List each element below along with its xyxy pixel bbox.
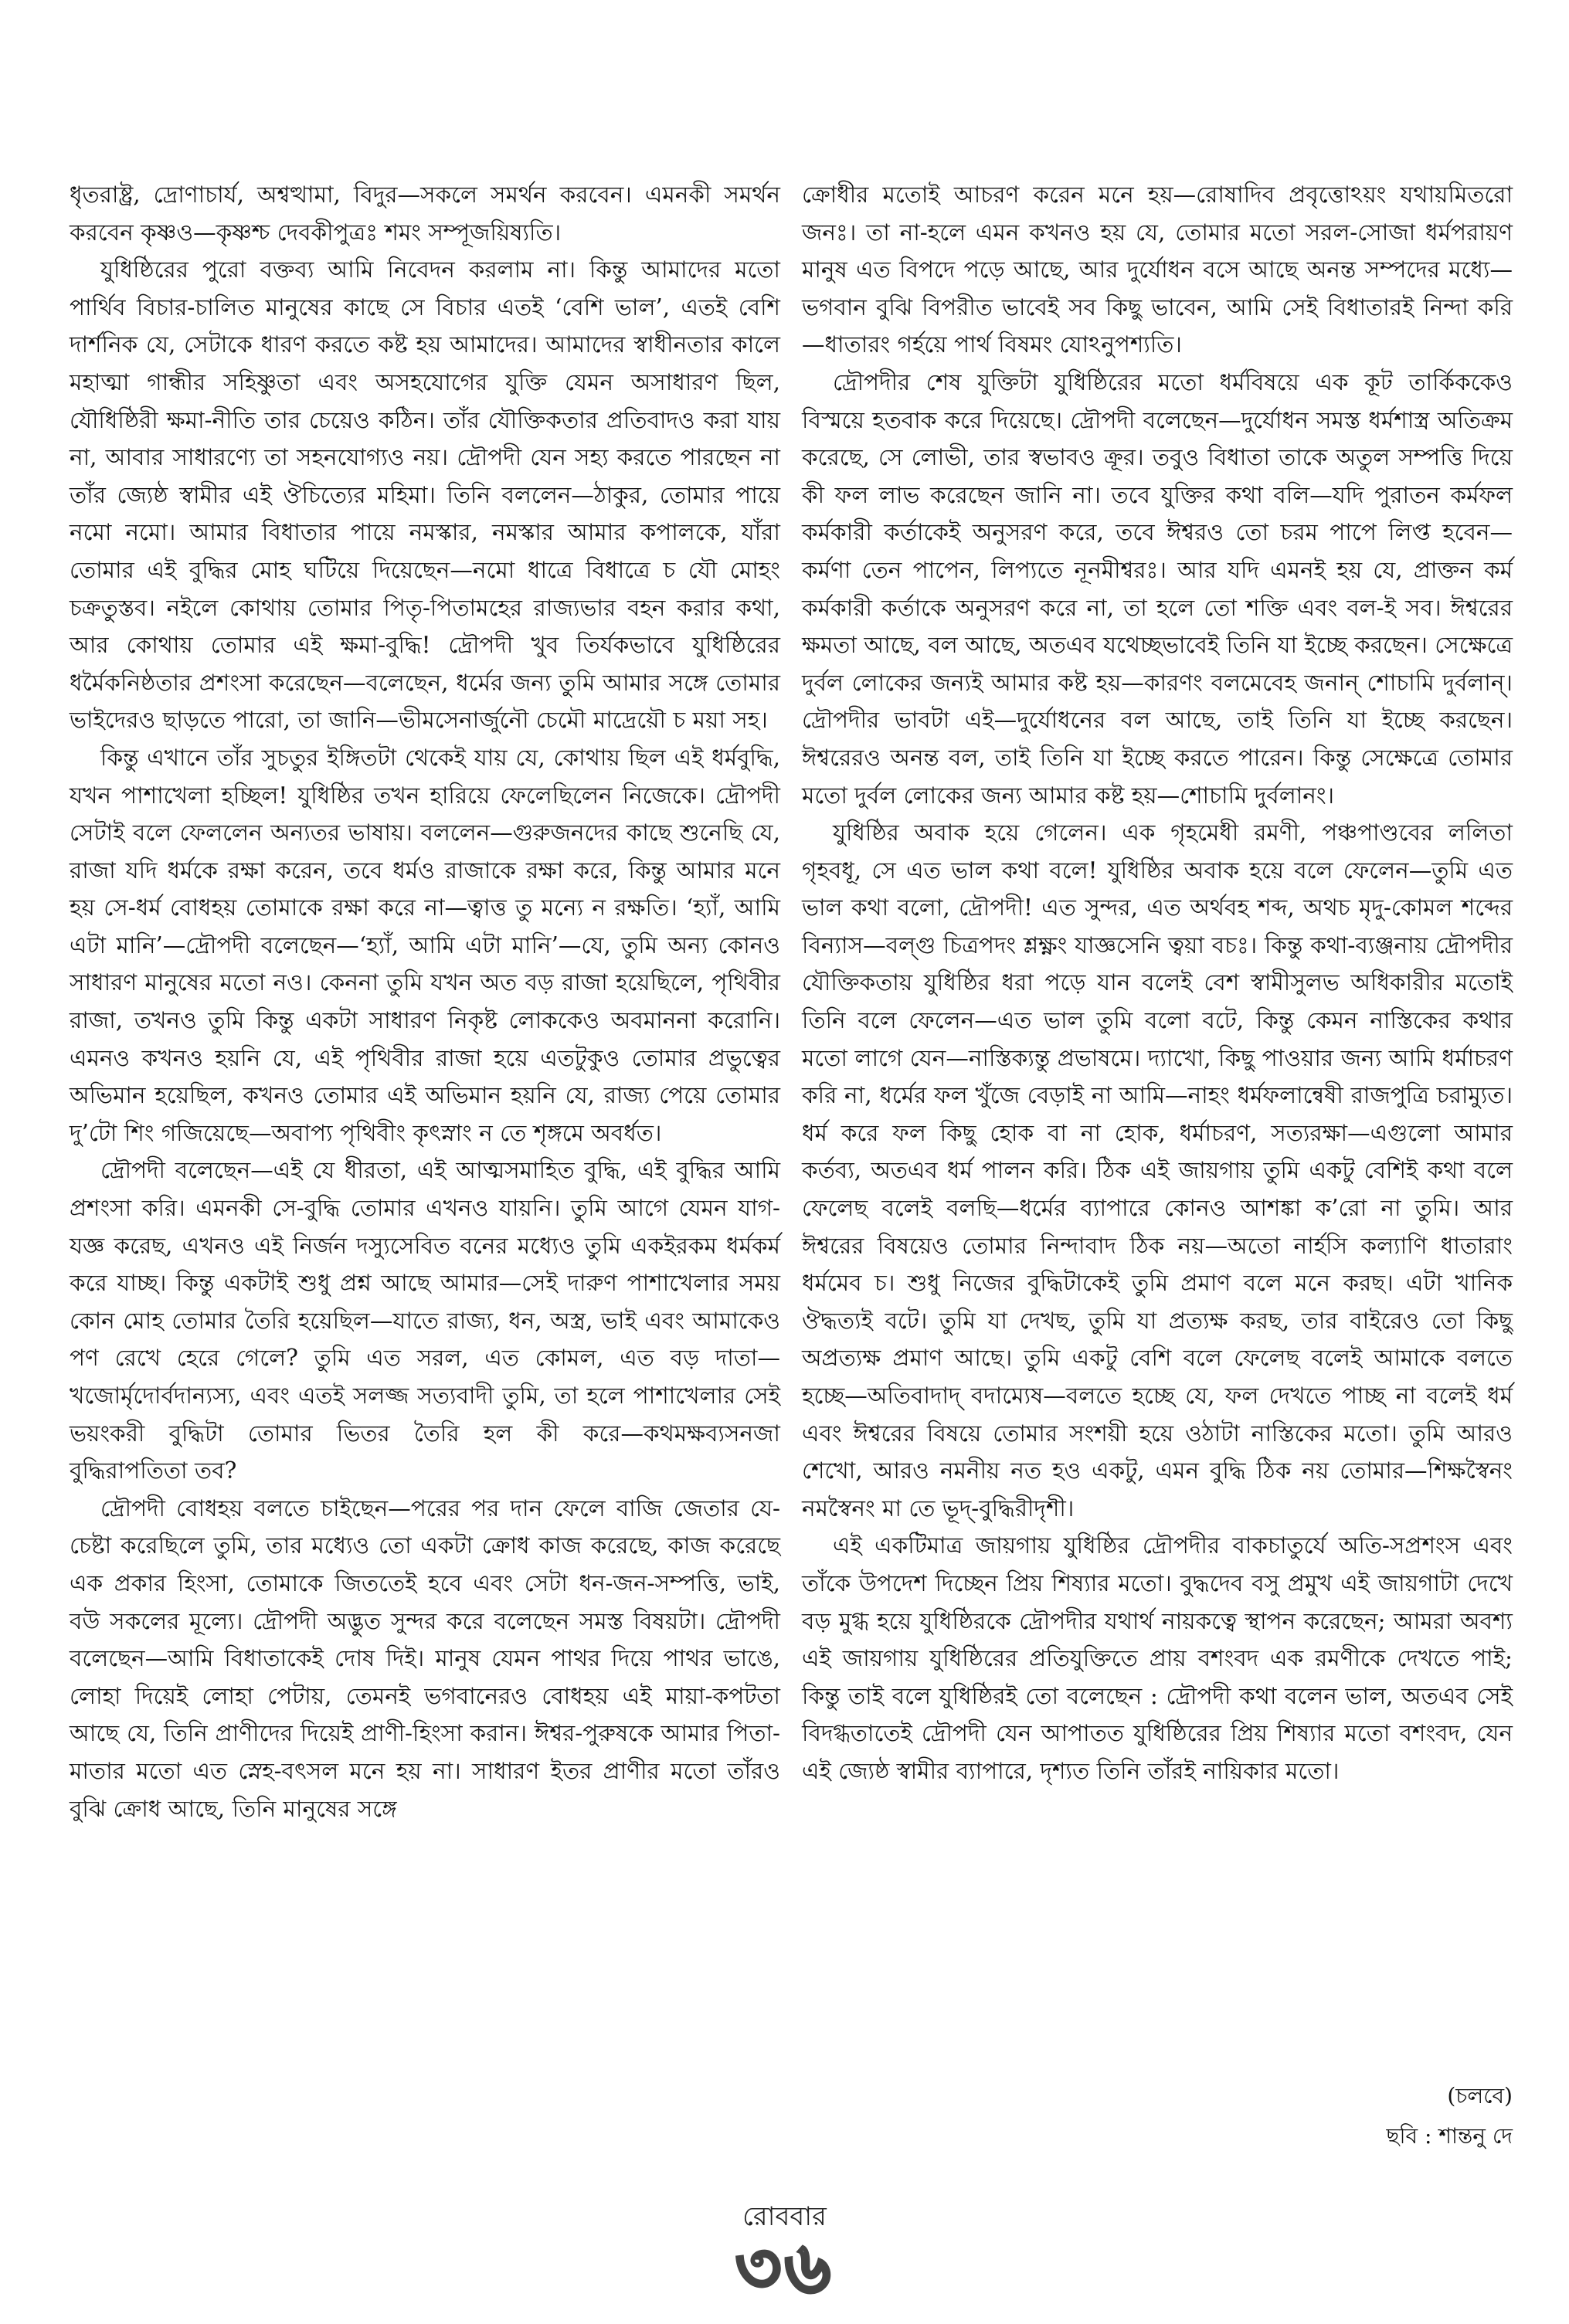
article-paragraph: এই একটিমাত্র জায়গায় যুধিষ্ঠির দ্রৌপদীর বাকচাতুর্যে অতি-সপ্রশংস এবং তাঁকে উপদেশ দিচ্ছেন প্রিয় শিষ্যার মতো। বুদ্ধদেব বসু প্রমুখ এই জায়গাটা দেখে বড় মুগ্ধ হয়ে যুধিষ্ঠিরকে দ্রৌপদীর যথার্থ নায়কত্বে স্থাপন করেছেন; আমরা অবশ্য এই জায়গায় যুধিষ্ঠিরের প্রতিযুক্তিতে প্রায় বশংবদ এক রমণীকে দেখতে পাই; কিন্তু তাই বলে যুধিষ্ঠিরই তো বলেছেন : দ্রৌপদী কথা বলেন ভাল, অতএব সেই বিদগ্ধতাতেই দ্রৌপদী যেন আপাতত যুধিষ্ঠিরের প্রিয় শিষ্যার মতো বশংবদ, যেন এই জ্যেষ্ঠ স্বামীর ব্যাপারে, দৃশ্যত তিনি তাঁরই নায়িকার মতো। — [802, 1532, 1513, 1784]
article-paragraph: কিন্তু এখানে তাঁর সুচতুর ইঙ্গিতটা থেকেই যায় যে, কোথায় ছিল এই ধর্মবুদ্ধি, যখন পাশাখেলা হচ্ছিল! যুধিষ্ঠির তখন হারিয়ে ফেলেছিলেন নিজেকে। দ্রৌপদী সেটাই বলে ফেললেন অন্যতর ভাষায়। বললেন—গুরুজনদের কাছে শুনেছি যে, রাজা যদি ধর্মকে রক্ষা করেন, তবে ধর্মও রাজাকে রক্ষা করে, কিন্তু আমার মনে হয় সে-ধর্ম বোধহয় তোমাকে রক্ষা করে না—ত্বাত্ত তু মন্যে ন রক্ষতি। ‘হ্যাঁ, আমি এটা মানি’—দ্রৌপদী বলেছেন—‘হ্যাঁ, আমি এটা মানি’—যে, তুমি অন্য কোনও সাধারণ মানুষের মতো নও। কেননা তুমি যখন অত বড় রাজা হয়েছিলে, পৃথিবীর রাজা, তখনও তুমি কিন্তু একটা সাধারণ নিকৃষ্ট লোককেও অবমাননা করোনি। এমনও কখনও হয়নি যে, এই পৃথিবীর রাজা হয়ে এতটুকুও তোমার প্রভুত্বের অভিমান হয়েছিল, কখনও তোমার এই অভিমান হয়নি যে, রাজ্য পেয়ে তোমার দু’টো শিং গজিয়েছে—অবাপ্য পৃথিবীং কৃৎস্নাং ন তে শৃঙ্গমে অবর্ধত। — [70, 744, 780, 1146]
illustration-credit: ছবি : শান্তনু দে — [1386, 2123, 1513, 2149]
article-paragraph: দ্রৌপদী বলেছেন—এই যে ধীরতা, এই আত্মসমাহিত বুদ্ধি, এই বুদ্ধির আমি প্রশংসা করি। এমনকী সে-বুদ্ধি তোমার এখনও যায়নি। তুমি আগে যেমন যাগ-যজ্ঞ করেছ, এখনও এই নির্জন দস্যুসেবিত বনের মধ্যেও তুমি একইরকম ধর্মকর্ম করে যাচ্ছ। কিন্তু একটাই শুধু প্রশ্ন আছে আমার—সেই দারুণ পাশাখেলার সময় কোন মোহ তোমার তৈরি হয়েছিল—যাতে রাজ্য, ধন, অস্ত্র, ভাই এবং আমাকেও পণ রেখে হেরে গেলে? তুমি এত সরল, এত কোমল, এত বড় দাতা—খজোর্মৃদোর্বদান্যস্য, এবং এতই সলজ্জ সত্যবাদী তুমি, তা হলে পাশাখেলার সেই ভয়ংকরী বুদ্ধিটা তোমার ভিতর তৈরি হল কী করে—কথমক্ষব্যসনজা বুদ্ধিরাপতিতা তব? — [70, 1157, 780, 1484]
footer-section-label: রোববার — [742, 2201, 827, 2232]
article-left-column — [70, 176, 780, 1827]
continued-note: (চলবে) — [1447, 2083, 1513, 2109]
article-right-column — [802, 176, 1513, 1790]
article-paragraph: দ্রৌপদীর শেষ যুক্তিটা যুধিষ্ঠিরের মতো ধর্মবিষয়ে এক কূট তার্কিককেও বিস্ময়ে হতবাক করে দিয়েছে। দ্রৌপদী বলেছেন—দুর্যোধন সমস্ত ধর্মশাস্ত্র অতিক্রম করেছে, সে লোভী, তার স্বভাবও ক্রূর। তবুও বিধাতা তাকে অতুল সম্পত্তি দিয়ে কী ফল লাভ করেছেন জানি না। তবে যুক্তির কথা বলি—যদি পুরাতন কর্মফল কর্মকারী কর্তাকেই অনুসরণ করে, তবে ঈশ্বরও তো চরম পাপে লিপ্ত হবেন—কর্মণা তেন পাপেন, লিপ্যতে নূনমীশ্বরঃ। আর যদি এমনই হয় যে, প্রাক্তন কর্ম কর্মকারী কর্তাকে অনুসরণ করে না, তা হলে তো শক্তি এবং বল-ই সব। ঈশ্বরের ক্ষমতা আছে, বল আছে, অতএব যথেচ্ছভাবেই তিনি যা ইচ্ছে করছেন। সেক্ষেত্রে দুর্বল লোকের জন্যই আমার কষ্ট হয়—কারণং বলমেবেহ জনান্ শোচামি দুর্বলান্। দ্রৌপদীর ভাবটা এই—দুর্যোধনের বল আছে, তাই তিনি যা ইচ্ছে করছেন। ঈশ্বরেরও অনন্ত বল, তাই তিনি যা ইচ্ছে করতে পারেন। কিন্তু সেক্ষেত্রে তোমার মতো দুর্বল লোকের জন্য আমার কষ্ট হয়—শোচামি দুর্বলানং। — [802, 368, 1513, 809]
article-paragraph: যুধিষ্ঠিরের পুরো বক্তব্য আমি নিবেদন করলাম না। কিন্তু আমাদের মতো পার্থিব বিচার-চালিত মানুষের কাছে সে বিচার এতই ‘বেশি ভাল’, এতই বেশি দার্শনিক যে, সেটাকে ধারণ করতে কষ্ট হয় আমাদের। আমাদের স্বাধীনতার কালে মহাত্মা গান্ধীর সহিষ্ণুতা এবং অসহযোগের যুক্তি যেমন অসাধারণ ছিল, যৌধিষ্ঠিরী ক্ষমা-নীতি তার চেয়েও কঠিন। তাঁর যৌক্তিকতার প্রতিবাদও করা যায় না, আবার সাধারণ্যে তা সহনযোগ্যও নয়। দ্রৌপদী যেন সহ্য করতে পারছেন না তাঁর জ্যেষ্ঠ স্বামীর এই ঔচিত্যের মহিমা। তিনি বললেন—ঠাকুর, তোমার পায়ে নমো নমো। আমার বিধাতার পায়ে নমস্কার, নমস্কার আমার কপালকে, যাঁরা তোমার এই বুদ্ধির মোহ ঘটিয়ে দিয়েছেন—নমো ধাত্রে বিধাত্রে চ যৌ মোহং চক্রতুস্তব। নইলে কোথায় তোমার পিতৃ-পিতামহের রাজ্যভার বহন করার কথা, আর কোথায় তোমার এই ক্ষমা-বুদ্ধি! দ্রৌপদী খুব তির্যকভাবে যুধিষ্ঠিরের ধর্মৈকনিষ্ঠতার প্রশংসা করেছেন—বলেছেন, ধর্মের জন্য তুমি আমার সঙ্গে তোমার ভাইদেরও ছাড়তে পারো, তা জানি—ভীমসেনার্জুনৌ চেমৌ মাদ্রেয়ৌ চ ময়া সহ। — [70, 256, 780, 734]
article-paragraph: ধৃতরাষ্ট্র, দ্রোণাচার্য, অশ্বত্থামা, বিদুর—সকলে সমর্থন করবেন। এমনকী সমর্থন করবেন কৃষ্ণও—কৃষ্ণশ্চ দেবকীপুত্রঃ শমং সম্পূজয়িষ্যতি। — [70, 182, 780, 246]
article-paragraph: যুধিষ্ঠির অবাক হয়ে গেলেন। এক গৃহমেধী রমণী, পঞ্চপাণ্ডবের ললিতা গৃহবধূ, সে এত ভাল কথা বলে! যুধিষ্ঠির অবাক হয়ে বলে ফেলেন—তুমি এত ভাল কথা বলো, দ্রৌপদী! এত সুন্দর, এত অর্থবহ শব্দ, অথচ মৃদু-কোমল শব্দের বিন্যাস—বল্গু চিত্রপদং শ্লক্ষ্ণং যাজ্ঞসেনি ত্বয়া বচঃ। কিন্তু কথা-ব্যঞ্জনায় দ্রৌপদীর যৌক্তিকতায় যুধিষ্ঠির ধরা পড়ে যান বলেই বেশ স্বামীসুলভ অধিকারীর মতোই তিনি বলে ফেলেন—এত ভাল তুমি বলো বটে, কিন্তু কেমন নাস্তিকের কথার মতো লাগে যেন—নাস্তিক্যন্তু প্রভাষমে। দ্যাখো, কিছু পাওয়ার জন্য আমি ধর্মাচরণ করি না, ধর্মের ফল খুঁজে বেড়াই না আমি—নাহং ধর্মফলান্বেষী রাজপুত্রি চরাম্যুত। ধর্ম করে ফল কিছু হোক বা না হোক, ধর্মাচরণ, সত্যরক্ষা—এগুলো আমার কর্তব্য, অতএব ধর্ম পালন করি। ঠিক এই জায়গায় তুমি একটু বেশিই কথা বলে ফেলেছ বলেই বলছি—ধর্মের ব্যাপারে কোনও আশঙ্কা ক’রো না তুমি। আর ঈশ্বরের বিষয়েও তোমার নিন্দাবাদ ঠিক নয়—অতো নার্হসি কল্যাণি ধাতারাং ধর্মমেব চ। শুধু নিজের বুদ্ধিটাকেই তুমি প্রমাণ বলে মনে করছ। এটা খানিক ঔদ্ধত্যই বটে। তুমি যা দেখছ, তুমি যা প্রত্যক্ষ করছ, তার বাইরেও তো কিছু অপ্রত্যক্ষ প্রমাণ আছে। তুমি একটু বেশি বলে ফেলেছ বলেই আমাকে বলতে হচ্ছে—অতিবাদাদ্ বদাম্যেষ—বলতে হচ্ছে যে, ফল দেখতে পাচ্ছ না বলেই ধর্ম এবং ঈশ্বরের বিষয়ে তোমার সংশয়ী হয়ে ওঠাটা নাস্তিকের মতো। তুমি আরও শেখো, আরও নমনীয় নত হও একটু, এমন বুদ্ধি ঠিক নয় তোমার—শিক্ষস্বৈনং নমস্বৈনং মা তে ভূদ্-বুদ্ধিরীদৃশী। — [802, 819, 1513, 1522]
article-paragraph: ক্রোধীর মতোই আচরণ করেন মনে হয়—রোষাদিব প্রবৃত্তোঽয়ং যথায়মিতরো জনঃ। তা না-হলে এমন কখনও হয় যে, তোমার মতো সরল-সোজা ধর্মপরায়ণ মানুষ এত বিপদে পড়ে আছে, আর দুর্যোধন বসে আছে অনন্ত সম্পদের মধ্যে—ভগবান বুঝি বিপরীত ভাবেই সব কিছু ভাবেন, আমি সেই বিধাতারই নিন্দা করি—ধাতারং গর্হয়ে পার্থ বিষমং যোঽনুপশ্যতি। — [802, 182, 1513, 358]
page-number: ৩৬ — [735, 2226, 834, 2309]
article-paragraph: দ্রৌপদী বোধহয় বলতে চাইছেন—পরের পর দান ফেলে বাজি জেতার যে-চেষ্টা করেছিলে তুমি, তার মধ্যেও তো একটা ক্রোধ কাজ করেছে, কাজ করেছে এক প্রকার হিংসা, তোমাকে জিততেই হবে এবং সেটা ধন-জন-সম্পত্তি, ভাই, বউ সকলের মূল্যে। দ্রৌপদী অদ্ভুত সুন্দর করে বলেছেন সমস্ত বিষয়টা। দ্রৌপদী বলেছেন—আমি বিধাতাকেই দোষ দিই। মানুষ যেমন পাথর দিয়ে পাথর ভাঙে, লোহা দিয়েই লোহা পেটায়, তেমনই ভগবানেরও বোধহয় এই মায়া-কপটতা আছে যে, তিনি প্রাণীদের দিয়েই প্রাণী-হিংসা করান। ঈশ্বর-পুরুষকে আমার পিতা-মাতার মতো এত স্নেহ-বৎসল মনে হয় না। সাধারণ ইতর প্রাণীর মতো তাঁরও বুঝি ক্রোধ আছে, তিনি মানুষের সঙ্গে — [70, 1494, 780, 1822]
